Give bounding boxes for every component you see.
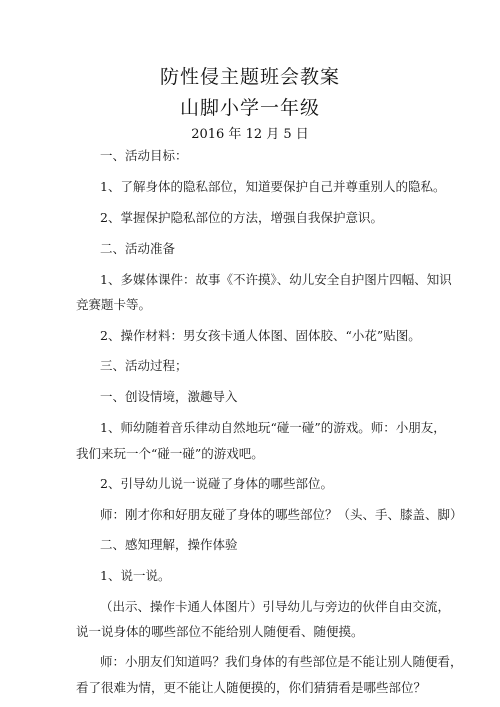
section-heading-preparation: 二、活动准备 [100,241,176,256]
section-heading-process: 三、活动过程； [100,358,188,373]
goal-item-1: 1、了解身体的隐私部位，知道要保护自己并尊重别人的隐私。 [100,179,446,194]
process-paragraph-1-cont: 我们来玩一个“碰一碰”的游戏吧。 [76,446,264,461]
process-step-heading-2: 二、感知理解，操作体验 [100,537,238,552]
process-paragraph-5-cont: 说一说身体的哪些部位不能给别人随便看、随便摸。 [76,624,364,639]
section-heading-goals: 一、活动目标： [100,148,188,163]
preparation-item-2: 2、操作材料：男女孩卡通人体图、固体胶、“小花”贴图。 [100,328,421,343]
process-paragraph-1: 1、师幼随着音乐律动自然地玩“碰一碰”的游戏。师：小朋友， [100,420,446,435]
process-paragraph-5: （出示、操作卡通人体图片）引导幼儿与旁边的伙伴自由交流， [100,599,451,614]
process-paragraph-6: 师：小朋友们知道吗？我们身体的有些部位是不能让别人随便看， [100,654,463,669]
preparation-item-1-cont: 竞赛题卡等。 [76,297,152,312]
goal-item-2: 2、掌握保护隐私部位的方法，增强自我保护意识。 [100,210,383,225]
process-paragraph-4: 1、说一说。 [100,568,171,583]
process-paragraph-3: 师：刚才你和好朋友碰了身体的哪些部位？（头、手、膝盖、脚） [100,507,463,522]
document-title: 防性侵主题班会教案 [159,66,340,88]
preparation-item-1: 1、多媒体课件：故事《不许摸》、幼儿安全自护图片四幅、知识 [100,272,452,287]
process-paragraph-2: 2、引导幼儿说一说碰了身体的哪些部位。 [100,476,333,491]
process-paragraph-6-cont: 看了很难为情，更不能让人随便摸的，你们猜猜看是哪些部位？ [76,680,427,695]
document-subtitle: 山脚小学一年级 [179,97,320,119]
process-step-heading-1: 一、创设情境，激趣导入 [100,389,238,404]
document-date: 2016 年 12 月 5 日 [191,127,309,142]
